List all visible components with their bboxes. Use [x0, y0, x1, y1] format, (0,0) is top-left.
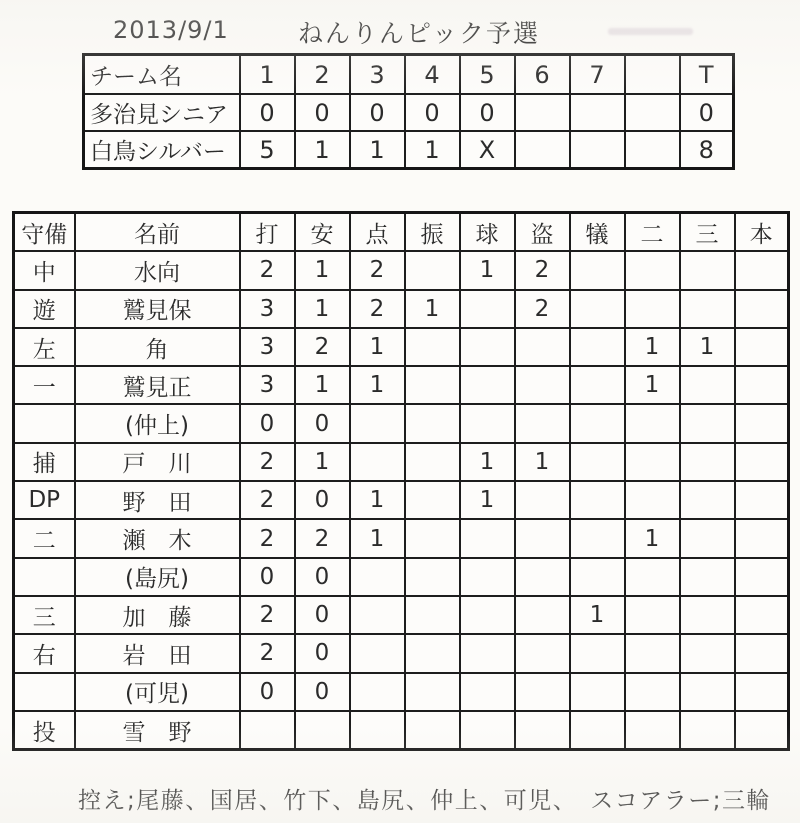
stat-cell: 1: [350, 481, 405, 519]
player-row: [14, 443, 789, 481]
stat-cell: [570, 558, 625, 596]
col-player-name: 名前: [75, 213, 240, 252]
player-row: [14, 558, 789, 596]
inning-score: 0: [350, 94, 405, 131]
col-inning-2: 2: [295, 55, 350, 95]
col-position: 守備: [14, 213, 75, 252]
total-score: 0: [680, 94, 734, 131]
stat-cell: 2: [240, 481, 295, 519]
player-name-cell: 水向: [75, 251, 240, 289]
stat-cell: 1: [295, 290, 350, 328]
stat-cell: 0: [295, 481, 350, 519]
stat-cell: 2: [240, 251, 295, 289]
stat-cell: 0: [295, 596, 350, 634]
position-cell: 遊: [14, 290, 75, 328]
stat-cell: [460, 519, 515, 557]
col-homeruns: 本: [735, 213, 789, 252]
inning-score: [625, 94, 680, 131]
stat-cell: 1: [460, 443, 515, 481]
stat-cell: [515, 596, 570, 634]
reserves-and-scorer-note: 控え;尾藤、国居、竹下、島尻、仲上、可児、 スコアラー;三輪: [78, 788, 771, 814]
stat-cell: 0: [295, 404, 350, 442]
stat-cell: [515, 481, 570, 519]
stat-cell: [570, 673, 625, 711]
col-doubles: 二: [625, 213, 680, 252]
stat-cell: 0: [295, 673, 350, 711]
col-inning-7: 7: [570, 55, 625, 95]
inning-score: [625, 131, 680, 169]
col-inning-5: 5: [460, 55, 515, 95]
player-row: [14, 596, 789, 634]
stat-cell: [625, 596, 680, 634]
team-name: 多治見シニア: [84, 94, 240, 131]
inning-score: 0: [240, 94, 295, 131]
stat-cell: [515, 673, 570, 711]
stat-cell: [460, 711, 515, 750]
stat-cell: [515, 519, 570, 557]
stat-cell: [350, 634, 405, 672]
inning-score: 1: [350, 131, 405, 169]
stat-cell: [735, 481, 789, 519]
position-cell: 一: [14, 366, 75, 404]
stat-cell: 1: [680, 328, 735, 366]
stat-cell: [405, 366, 460, 404]
col-inning-3: 3: [350, 55, 405, 95]
inning-score: 0: [295, 94, 350, 131]
position-cell: 右: [14, 634, 75, 672]
stat-cell: [680, 673, 735, 711]
page-title: ねんりんピック予選: [298, 19, 541, 48]
stat-cell: [350, 711, 405, 750]
stat-cell: 1: [350, 519, 405, 557]
stat-cell: [735, 290, 789, 328]
stat-cell: [735, 673, 789, 711]
stat-cell: [405, 251, 460, 289]
inning-score: X: [460, 131, 515, 169]
player-name-cell: 鷲見正: [75, 366, 240, 404]
stat-cell: [680, 251, 735, 289]
stat-cell: [735, 366, 789, 404]
stat-cell: 2: [240, 634, 295, 672]
player-name-cell: 加 藤: [75, 596, 240, 634]
stat-cell: 2: [515, 290, 570, 328]
score-row-home: [84, 131, 734, 169]
stat-cell: 0: [295, 634, 350, 672]
inning-score: 1: [295, 131, 350, 169]
col-triples: 三: [680, 213, 735, 252]
stat-cell: [405, 558, 460, 596]
stat-cell: 2: [240, 519, 295, 557]
stat-cell: [735, 519, 789, 557]
stat-cell: [735, 596, 789, 634]
stat-cell: [350, 673, 405, 711]
stat-cell: 2: [240, 596, 295, 634]
stat-cell: [625, 558, 680, 596]
position-cell: 三: [14, 596, 75, 634]
score-header-row: [84, 55, 734, 95]
inning-score: 1: [405, 131, 460, 169]
inning-score: [570, 131, 625, 169]
stat-cell: [680, 634, 735, 672]
stat-cell: [735, 443, 789, 481]
player-row: [14, 673, 789, 711]
stat-cell: [570, 443, 625, 481]
position-cell: 左: [14, 328, 75, 366]
stat-cell: [735, 634, 789, 672]
position-cell: [14, 558, 75, 596]
position-cell: [14, 404, 75, 442]
stat-cell: [460, 290, 515, 328]
player-row: [14, 634, 789, 672]
player-row: [14, 519, 789, 557]
stat-cell: [350, 443, 405, 481]
stat-cell: 2: [350, 251, 405, 289]
stat-cell: [570, 404, 625, 442]
col-inning-6: 6: [515, 55, 570, 95]
game-date: 2013/9/1: [113, 16, 229, 44]
stat-cell: 0: [240, 673, 295, 711]
stat-cell: [460, 366, 515, 404]
stat-cell: 3: [240, 290, 295, 328]
player-name-cell: 戸 川: [75, 443, 240, 481]
position-cell: 中: [14, 251, 75, 289]
batting-stats-table: [12, 211, 790, 751]
stat-cell: 3: [240, 328, 295, 366]
col-inning-4: 4: [405, 55, 460, 95]
stat-cell: 0: [295, 558, 350, 596]
stat-cell: [240, 711, 295, 750]
stat-cell: [735, 251, 789, 289]
stat-cell: 1: [350, 366, 405, 404]
player-row: [14, 404, 789, 442]
col-steals: 盗: [515, 213, 570, 252]
stat-cell: 0: [240, 404, 295, 442]
score-row-visitor: [84, 94, 734, 131]
position-cell: 捕: [14, 443, 75, 481]
player-name-cell: 瀬 木: [75, 519, 240, 557]
player-name-cell: 岩 田: [75, 634, 240, 672]
stat-cell: 1: [295, 366, 350, 404]
col-blank: [625, 55, 680, 95]
inning-score: [570, 94, 625, 131]
stat-cell: [460, 558, 515, 596]
stat-cell: [680, 711, 735, 750]
player-row: [14, 290, 789, 328]
position-cell: [14, 673, 75, 711]
stat-cell: 2: [295, 328, 350, 366]
col-sacrifices: 犠: [570, 213, 625, 252]
col-strikeouts: 振: [405, 213, 460, 252]
stat-cell: 2: [240, 443, 295, 481]
stat-cell: [295, 711, 350, 750]
stat-cell: [680, 481, 735, 519]
player-name-cell: 角: [75, 328, 240, 366]
inning-score: [515, 131, 570, 169]
stat-cell: [405, 328, 460, 366]
stat-cell: [570, 290, 625, 328]
stat-cell: [680, 366, 735, 404]
stat-cell: [460, 328, 515, 366]
stat-cell: [735, 328, 789, 366]
stat-cell: [570, 366, 625, 404]
stat-cell: 2: [295, 519, 350, 557]
stat-cell: 1: [350, 328, 405, 366]
stat-cell: [515, 404, 570, 442]
player-name-cell: (可児): [75, 673, 240, 711]
stat-cell: [680, 519, 735, 557]
stat-cell: [680, 443, 735, 481]
total-score: 8: [680, 131, 734, 169]
stat-cell: 1: [295, 251, 350, 289]
stat-cell: [405, 673, 460, 711]
col-team-name: チーム名: [84, 55, 240, 95]
stat-cell: [680, 404, 735, 442]
player-name-cell: 鷲見保: [75, 290, 240, 328]
inning-score: 0: [460, 94, 515, 131]
stat-cell: 0: [240, 558, 295, 596]
col-inning-1: 1: [240, 55, 295, 95]
inning-score: 0: [405, 94, 460, 131]
line-score-table: [82, 53, 735, 170]
inning-score: 5: [240, 131, 295, 169]
stat-cell: 2: [350, 290, 405, 328]
col-hits: 安: [295, 213, 350, 252]
player-name-cell: 雪 野: [75, 711, 240, 750]
stat-cell: [405, 596, 460, 634]
stat-cell: [735, 558, 789, 596]
stat-cell: 1: [625, 366, 680, 404]
stat-cell: [570, 328, 625, 366]
stat-cell: [570, 634, 625, 672]
player-name-cell: (島尻): [75, 558, 240, 596]
stat-cell: [570, 481, 625, 519]
position-cell: DP: [14, 481, 75, 519]
stat-cell: [460, 673, 515, 711]
stat-cell: 1: [570, 596, 625, 634]
player-row: [14, 711, 789, 750]
stat-cell: [515, 366, 570, 404]
stat-cell: [515, 558, 570, 596]
stat-cell: [625, 711, 680, 750]
inning-score: [515, 94, 570, 131]
stat-cell: 1: [460, 481, 515, 519]
stat-cell: [625, 251, 680, 289]
stat-cell: [570, 711, 625, 750]
stat-cell: [515, 328, 570, 366]
player-row: [14, 251, 789, 289]
stat-cell: [405, 481, 460, 519]
stats-header-row: [14, 213, 789, 252]
stat-cell: 1: [515, 443, 570, 481]
stat-cell: [350, 596, 405, 634]
scan-artifact: [608, 28, 693, 35]
stat-cell: [350, 558, 405, 596]
stat-cell: [735, 404, 789, 442]
stat-cell: [625, 443, 680, 481]
stat-cell: [405, 404, 460, 442]
stat-cell: [735, 711, 789, 750]
stat-cell: [680, 596, 735, 634]
player-name-cell: 野 田: [75, 481, 240, 519]
stat-cell: [570, 519, 625, 557]
stat-cell: 1: [625, 328, 680, 366]
stat-cell: 1: [460, 251, 515, 289]
col-rbi: 点: [350, 213, 405, 252]
stat-cell: [625, 404, 680, 442]
stat-cell: [680, 558, 735, 596]
stat-cell: 1: [625, 519, 680, 557]
team-name: 白鳥シルバー: [84, 131, 240, 169]
stat-cell: [680, 290, 735, 328]
col-walks: 球: [460, 213, 515, 252]
stat-cell: [460, 634, 515, 672]
stat-cell: [350, 404, 405, 442]
stat-cell: [625, 673, 680, 711]
stat-cell: [625, 634, 680, 672]
stat-cell: [625, 481, 680, 519]
stat-cell: [460, 596, 515, 634]
col-at-bats: 打: [240, 213, 295, 252]
stat-cell: [515, 711, 570, 750]
player-row: [14, 328, 789, 366]
stat-cell: [570, 251, 625, 289]
stat-cell: [405, 443, 460, 481]
player-row: [14, 481, 789, 519]
stat-cell: 2: [515, 251, 570, 289]
position-cell: 投: [14, 711, 75, 750]
stat-cell: [405, 634, 460, 672]
stat-cell: [460, 404, 515, 442]
stat-cell: [515, 634, 570, 672]
col-total: T: [680, 55, 734, 95]
player-row: [14, 366, 789, 404]
stat-cell: [405, 711, 460, 750]
player-name-cell: (仲上): [75, 404, 240, 442]
stat-cell: [625, 290, 680, 328]
stat-cell: 1: [295, 443, 350, 481]
position-cell: 二: [14, 519, 75, 557]
stat-cell: [405, 519, 460, 557]
stat-cell: 1: [405, 290, 460, 328]
stat-cell: 3: [240, 366, 295, 404]
